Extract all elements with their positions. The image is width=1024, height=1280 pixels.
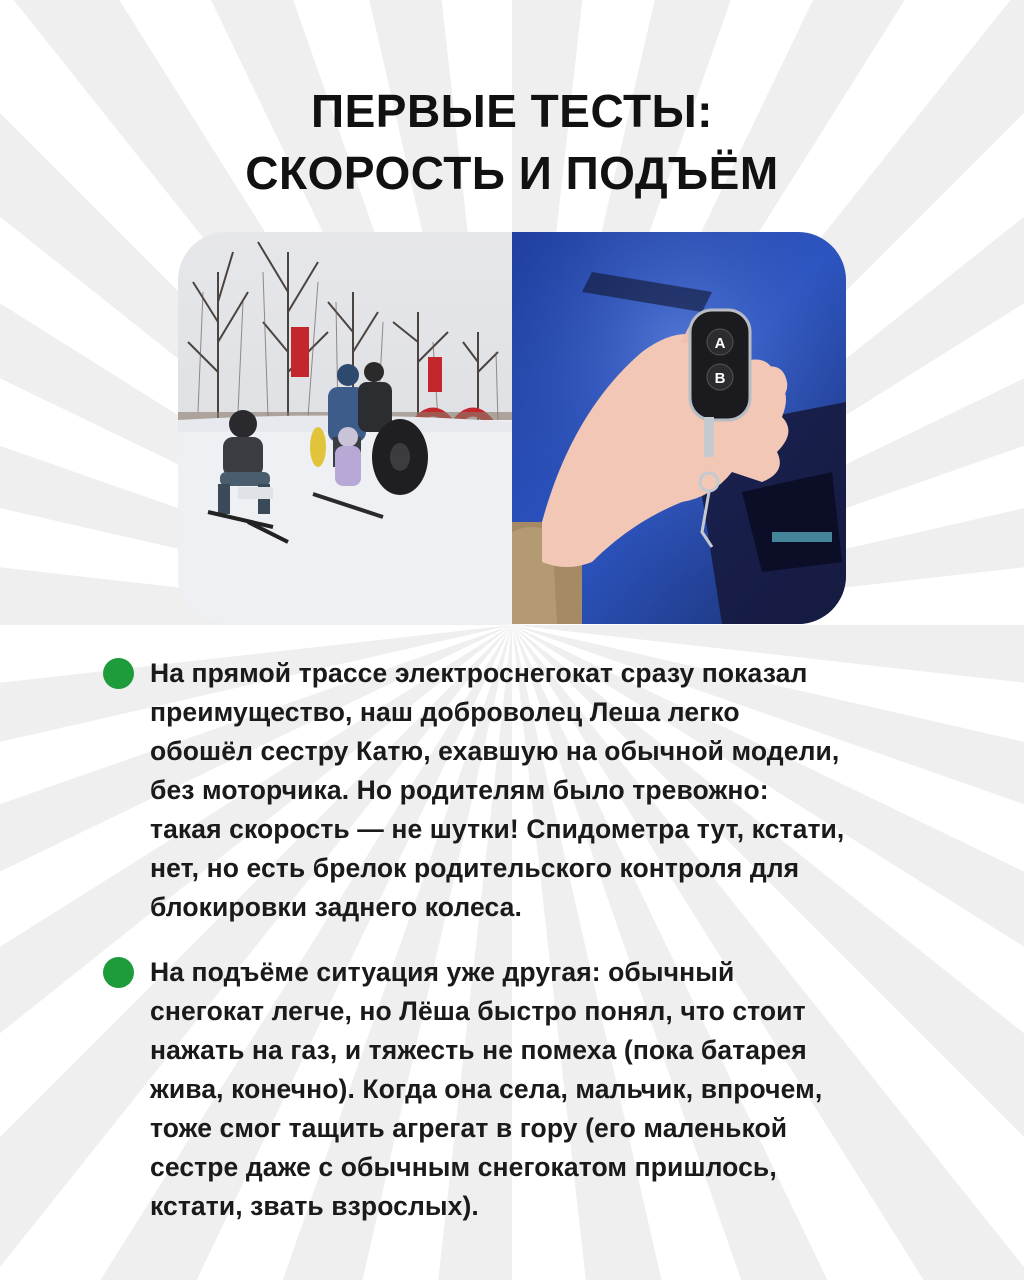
bullet-line: сестре даже с обычным снегокатом пришлось, xyxy=(150,1152,777,1182)
green-dot-icon xyxy=(103,957,134,988)
bullet-item xyxy=(100,654,980,927)
page-title xyxy=(0,80,1024,204)
photo-collage xyxy=(178,232,846,624)
bullet-line: нет, но есть брелок родительского контроля для xyxy=(150,853,800,883)
snow-park-photo xyxy=(178,232,512,624)
bullet-line: блокировки заднего колеса. xyxy=(150,892,522,922)
bullet-line: На прямой трассе электроснегокат сразу показал xyxy=(150,658,808,688)
fob-button-b-label: B xyxy=(714,370,726,387)
bullet-line: такая скорость — не шутки! Спидометра тут, кстати, xyxy=(150,814,845,844)
bullet-text xyxy=(150,953,980,1226)
key-fob-photo xyxy=(512,232,846,624)
green-dot-icon xyxy=(103,658,134,689)
bullet-line: без моторчика. Но родителям было тревожно: xyxy=(150,775,769,805)
bullet-line: обошёл сестру Катю, ехавшую на обычной модели, xyxy=(150,736,840,766)
fob-button-a-label: A xyxy=(714,335,726,352)
bullet-text xyxy=(150,654,980,927)
bullet-line: нажать на газ, и тяжесть не помеха (пока батарея xyxy=(150,1035,807,1065)
bullet-line: кстати, звать взрослых). xyxy=(150,1191,479,1221)
title-line-2: СКОРОСТЬ И ПОДЪЁМ xyxy=(245,147,779,199)
bullet-line: На подъёме ситуация уже другая: обычный xyxy=(150,957,735,987)
title-line-1: ПЕРВЫЕ ТЕСТЫ: xyxy=(311,85,713,137)
bullet-line: снегокат легче, но Лёша быстро понял, что стоит xyxy=(150,996,806,1026)
bullet-item xyxy=(100,953,980,1226)
bullet-line: тоже смог тащить агрегат в гору (его маленькой xyxy=(150,1113,788,1143)
bullet-list xyxy=(100,654,980,1252)
bullet-line: преимущество, наш доброволец Леша легко xyxy=(150,697,740,727)
bullet-line: жива, конечно). Когда она села, мальчик, впрочем, xyxy=(150,1074,823,1104)
